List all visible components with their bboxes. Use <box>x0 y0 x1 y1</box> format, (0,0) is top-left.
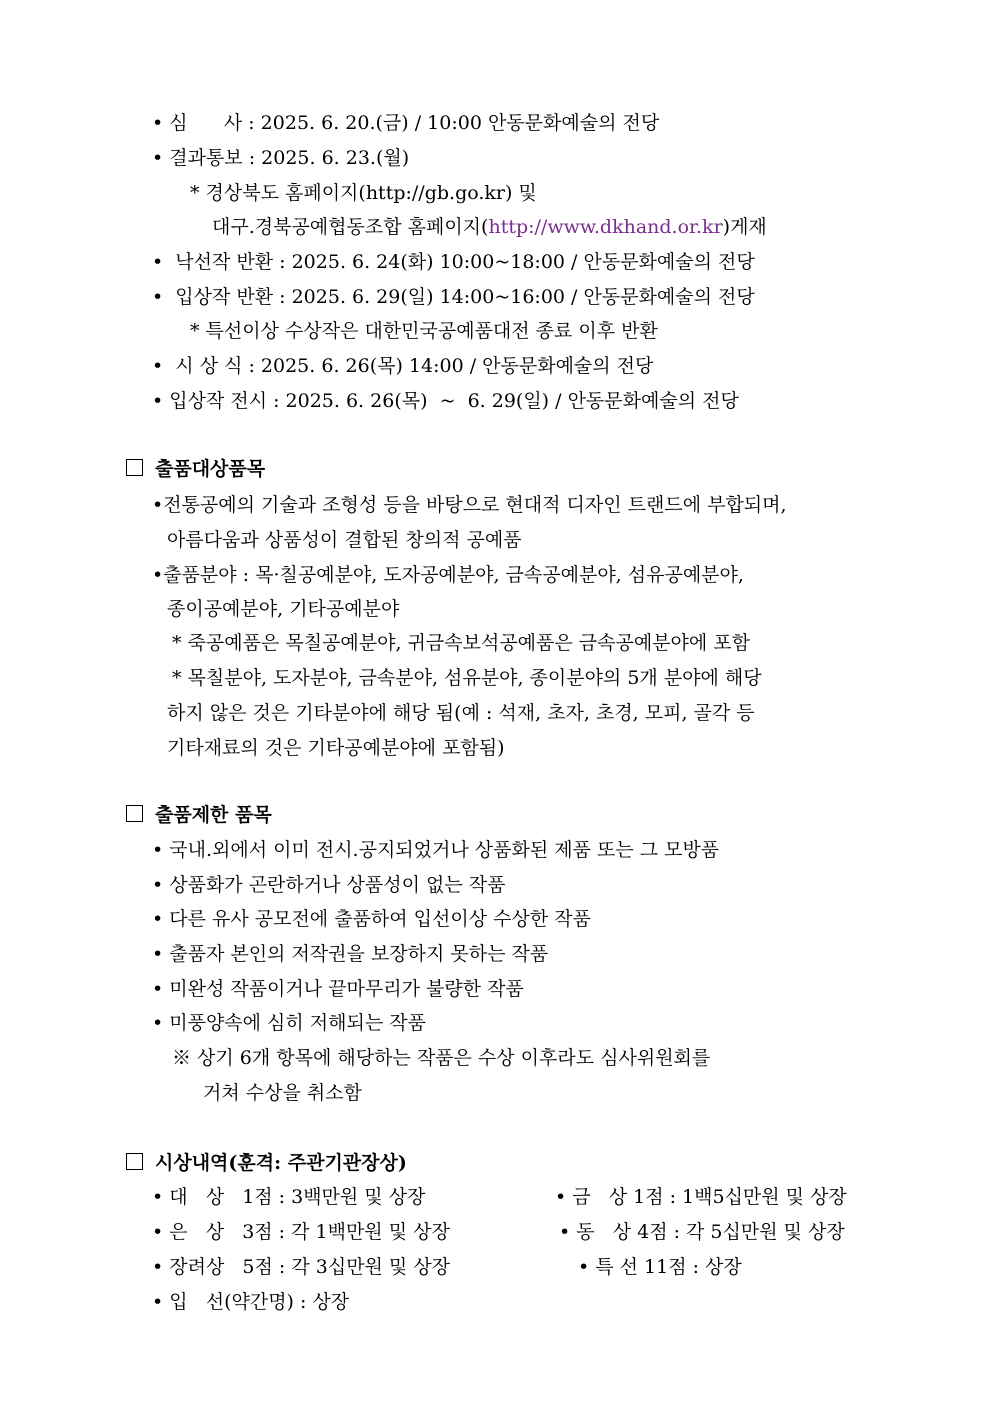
items-item2-line1: •출품분야 : 목·칠공예분야, 도자공예분야, 금속공예분야, 섬유공예분야, <box>152 564 744 586</box>
checkbox-square-icon <box>126 1153 143 1170</box>
award-grand: • 대 상 1점 : 3백만원 및 상장 <box>152 1186 426 1208</box>
award-silver: • 은 상 3점 : 각 1백만원 및 상장 <box>152 1221 450 1243</box>
restrict-item: • 상품화가 곤란하거나 상품성이 없는 작품 <box>152 874 506 896</box>
schedule-result-note1: * 경상북도 홈페이지(http://gb.go.kr) 및 <box>190 182 537 204</box>
items-note2-line2: 하지 않은 것은 기타분야에 해당 됨(예 : 석재, 초자, 초경, 모피, 골각 등 <box>167 702 755 724</box>
restrict-note-line1: ※ 상기 6개 항목에 해당하는 작품은 수상 이후라도 심사위원회를 <box>172 1047 711 1069</box>
dkhand-link[interactable]: http://www.dkhand.or.kr <box>488 216 723 238</box>
award-bronze: • 동 상 4점 : 각 5십만원 및 상장 <box>559 1221 845 1243</box>
checkbox-square-icon <box>126 459 143 476</box>
schedule-review: • 심 사 : 2025. 6. 20.(금) / 10:00 안동문화예술의 전당 <box>152 112 660 134</box>
section-awards-heading: 시상내역(훈격: 주관기관장상) <box>126 1150 407 1176</box>
schedule-exhibition: • 입상작 전시 : 2025. 6. 26(목) ~ 6. 29(일) / 안동문화예술의 전당 <box>152 390 739 412</box>
items-item1-line1: •전통공예의 기술과 조형성 등을 바탕으로 현대적 디자인 트랜드에 부합되며, <box>152 494 787 516</box>
restrict-item: • 미풍양속에 심히 저해되는 작품 <box>152 1012 426 1034</box>
section-items-heading: 출품대상품목 <box>126 456 265 482</box>
award-selected: • 입 선(약간명) : 상장 <box>152 1291 350 1313</box>
items-item2-line2: 종이공예분야, 기타공예분야 <box>167 598 400 620</box>
restrict-item: • 국내.외에서 이미 전시.공지되었거나 상품화된 제품 또는 그 모방품 <box>152 839 720 861</box>
schedule-result: • 결과통보 : 2025. 6. 23.(월) <box>152 147 410 169</box>
schedule-return-rejected: • 낙선작 반환 : 2025. 6. 24(화) 10:00~18:00 / 안동문화예술의 전당 <box>152 251 755 273</box>
schedule-return-note: * 특선이상 수상작은 대한민국공예품대전 종료 이후 반환 <box>190 320 658 342</box>
items-note2-line3: 기타재료의 것은 기타공예분야에 포함됨) <box>167 737 505 759</box>
section-restrict-heading: 출품제한 품목 <box>126 802 272 828</box>
items-note1: * 죽공예품은 목칠공예분야, 귀금속보석공예품은 금속공예분야에 포함 <box>172 632 751 654</box>
schedule-result-note2: 대구.경북공예협동조합 홈페이지(http://www.dkhand.or.kr)게재 <box>212 216 767 238</box>
schedule-return-winners: • 입상작 반환 : 2025. 6. 29(일) 14:00~16:00 / 안동문화예술의 전당 <box>152 286 755 308</box>
items-item1-line2: 아름다움과 상품성이 결합된 창의적 공예품 <box>167 529 522 551</box>
award-special: • 특 선 11점 : 상장 <box>578 1256 742 1278</box>
award-encourage: • 장려상 5점 : 각 3십만원 및 상장 <box>152 1256 451 1278</box>
restrict-item: • 출품자 본인의 저작권을 보장하지 못하는 작품 <box>152 943 549 965</box>
schedule-ceremony: • 시 상 식 : 2025. 6. 26(목) 14:00 / 안동문화예술의 전당 <box>152 355 654 377</box>
restrict-item: • 미완성 작품이거나 끝마무리가 불량한 작품 <box>152 978 524 1000</box>
restrict-item: • 다른 유사 공모전에 출품하여 입선이상 수상한 작품 <box>152 908 591 930</box>
award-gold: • 금 상 1점 : 1백5십만원 및 상장 <box>555 1186 847 1208</box>
items-note2-line1: * 목칠분야, 도자분야, 금속분야, 섬유분야, 종이분야의 5개 분야에 해당 <box>172 667 762 689</box>
checkbox-square-icon <box>126 805 143 822</box>
restrict-note-line2: 거쳐 수상을 취소함 <box>203 1082 362 1104</box>
